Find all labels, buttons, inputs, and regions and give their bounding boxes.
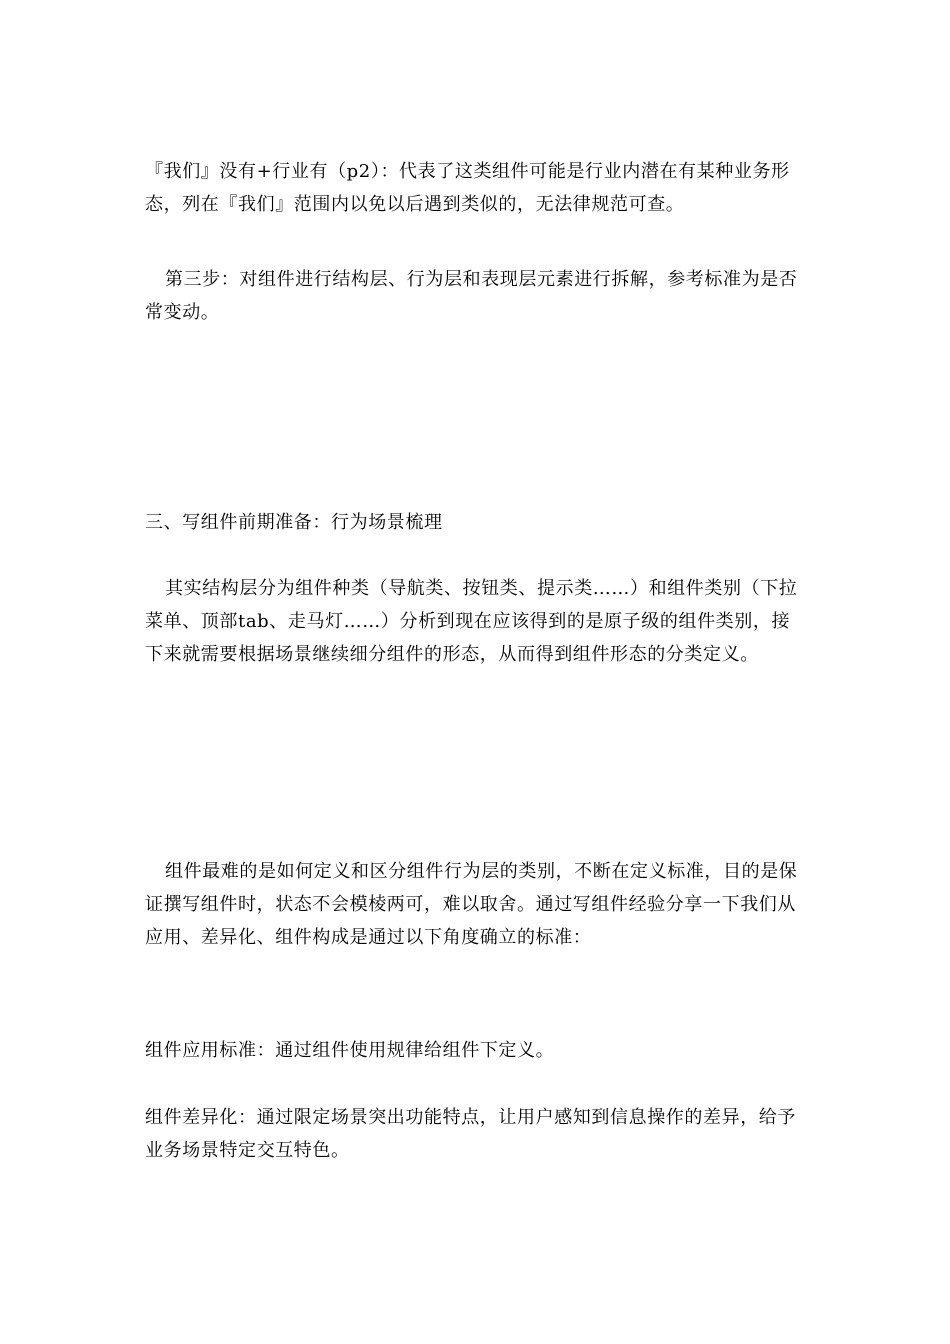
paragraph-differentiation: 组件差异化：通过限定场景突出功能特点，让用户感知到信息操作的差异，给予业务场景特定交互特色。 — [145, 1107, 796, 1161]
paragraph-we-none-industry-has: 『我们』没有+行业有（p2）：代表了这类组件可能是行业内潜在有某种业务形态，列在『我们』范围内以免以后遇到类似的，无法律规范可查。 — [145, 161, 790, 215]
section-heading-3: 三、写组件前期准备：行为场景梳理 — [145, 512, 443, 533]
paragraph-behavior-layer: 组件最难的是如何定义和区分组件行为层的类别，不断在定义标准，目的是保证撰写组件时，状态不会模棱两可，难以取舍。通过写组件经验分享一下我们从应用、差异化、组件构成是通过以下角度确立的标准： — [145, 861, 798, 948]
paragraph-application-standard: 组件应用标准：通过组件使用规律给组件下定义。 — [145, 1040, 555, 1061]
paragraph-step-three: 第三步：对组件进行结构层、行为层和表现层元素进行拆解，参考标准为是否常变动。 — [145, 269, 798, 323]
paragraph-structure-layer: 其实结构层分为组件种类（导航类、按钮类、提示类……）和组件类别（下拉菜单、顶部tab、走马灯……）分析到现在应该得到的是原子级的组件类别，接下来就需要根据场景继续细分组件的形态，从而得到组件形态的分类定义。 — [145, 578, 798, 665]
